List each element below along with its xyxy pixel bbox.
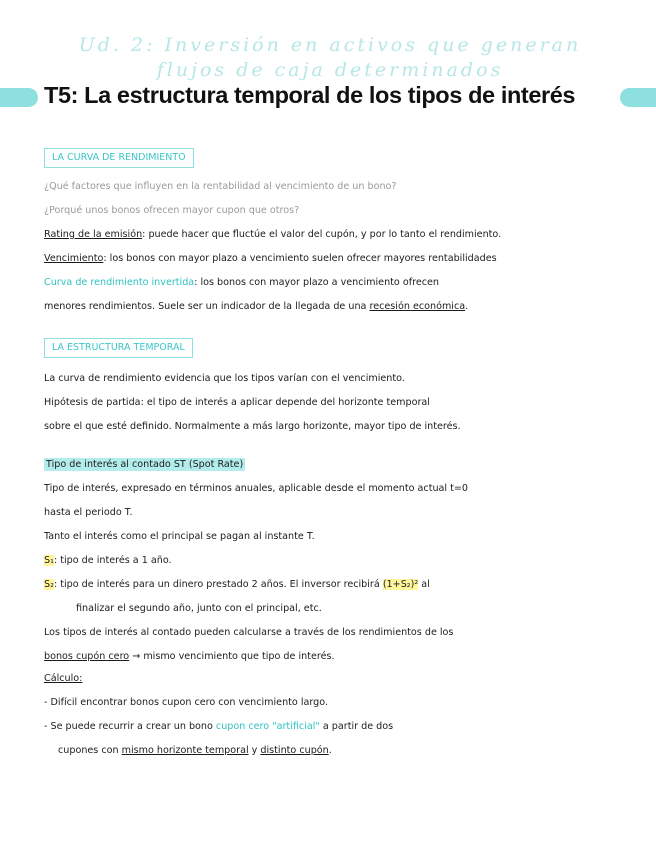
spot-l1: Tipo de interés, expresado en términos anuales, aplicable desde el momento actual t=0 bbox=[44, 483, 469, 494]
spot-rate-heading: Tipo de interés al contado ST (Spot Rate) bbox=[46, 459, 244, 470]
bullet-2-c: a partir de dos bbox=[319, 721, 394, 732]
question-2: ¿Porqué unos bonos ofrecen mayor cupon que otros? bbox=[44, 205, 300, 216]
bullet-2-cont-a: cupones con bbox=[58, 745, 122, 756]
s2-line bbox=[44, 578, 624, 592]
spot-l2: hasta el periodo T. bbox=[44, 507, 133, 518]
bullet-2-cont-e: . bbox=[328, 745, 332, 756]
curva-invertida-text2a: menores rendimientos. Suele ser un indicador de la llegada de una bbox=[44, 301, 370, 312]
s2-label: S₂ bbox=[44, 579, 54, 590]
bullet-2 bbox=[44, 720, 624, 734]
s2-text-b: al bbox=[418, 579, 430, 590]
unit-title-line1: Ud. 2: Inversión en activos que generan bbox=[78, 34, 582, 56]
spot-rate-heading-line bbox=[44, 458, 624, 472]
unit-title-line2: flujos de caja determinados bbox=[156, 59, 504, 81]
bonos-cupon-cero-term: bonos cupón cero bbox=[44, 651, 130, 662]
estructura-p1: La curva de rendimiento evidencia que los tipos varían con el vencimiento. bbox=[44, 373, 405, 384]
bullet-2-a: - Se puede recurrir a crear un bono bbox=[44, 721, 216, 732]
s2-continuation: finalizar el segundo año, junto con el principal, etc. bbox=[76, 603, 322, 614]
curva-invertida-text: : los bonos con mayor plazo a vencimiento ofrecen bbox=[194, 277, 439, 288]
rating-term: Rating de la emisión bbox=[44, 229, 143, 240]
estructura-p2: Hipótesis de partida: el tipo de interés a aplicar depende del horizonte temporal bbox=[44, 397, 430, 408]
s1-line bbox=[44, 554, 624, 568]
bullet-2-artificial: cupon cero "artificial" bbox=[215, 721, 320, 732]
curva-invertida-term: Curva de rendimiento invertida bbox=[44, 277, 195, 288]
s1-label: S₁ bbox=[44, 555, 54, 566]
rating-text: : puede hacer que fluctúe el valor del cupón, y por lo tanto el rendimiento. bbox=[142, 229, 502, 240]
bullet-2-cont bbox=[58, 744, 606, 758]
rating-line bbox=[44, 228, 624, 242]
contado-l1: Los tipos de interés al contado pueden calcularse a través de los rendimientos de los bbox=[44, 627, 454, 638]
question-1: ¿Qué factores que influyen en la rentabilidad al vencimiento de un bono? bbox=[44, 181, 397, 192]
s2-text-a: : tipo de interés para un dinero prestado 2 años. El inversor recibirá bbox=[53, 579, 383, 590]
s2-formula: (1+S₂)² bbox=[382, 579, 419, 590]
bullet-2-cont-c: y bbox=[248, 745, 261, 756]
vencimiento-line bbox=[44, 252, 624, 266]
title-accent-right bbox=[620, 88, 656, 107]
curva-invertida-line bbox=[44, 276, 624, 290]
contado-l2 bbox=[44, 650, 624, 664]
curva-invertida-text2c: . bbox=[465, 301, 469, 312]
s1-text: : tipo de interés a 1 año. bbox=[53, 555, 172, 566]
problems-label-line bbox=[44, 672, 624, 686]
section-heading-curva: LA CURVA DE RENDIMIENTO bbox=[44, 148, 194, 168]
vencimiento-term: Vencimiento bbox=[44, 253, 104, 264]
bullet-1: - Difícil encontrar bonos cupon cero con vencimiento largo. bbox=[44, 697, 328, 708]
vencimiento-text: : los bonos con mayor plazo a vencimiento suelen ofrecer mayores rentabilidades bbox=[103, 253, 497, 264]
curva-invertida-line2 bbox=[44, 300, 624, 314]
contado-l2-text: → mismo vencimiento que tipo de interés. bbox=[129, 651, 335, 662]
title-accent-left bbox=[0, 88, 38, 107]
recesion-term: recesión económica bbox=[369, 301, 466, 312]
estructura-p3: sobre el que esté definido. Normalmente a más largo horizonte, mayor tipo de interés. bbox=[44, 421, 461, 432]
mismo-horizonte-term: mismo horizonte temporal bbox=[121, 745, 249, 756]
spot-l3: Tanto el interés como el principal se pagan al instante T. bbox=[44, 531, 315, 542]
distinto-cupon-term: distinto cupón bbox=[260, 745, 329, 756]
problems-label: Cálculo: bbox=[44, 673, 83, 684]
section-heading-estructura: LA ESTRUCTURA TEMPORAL bbox=[44, 338, 193, 358]
page-title: T5: La estructura temporal de los tipos de interés bbox=[44, 82, 576, 108]
